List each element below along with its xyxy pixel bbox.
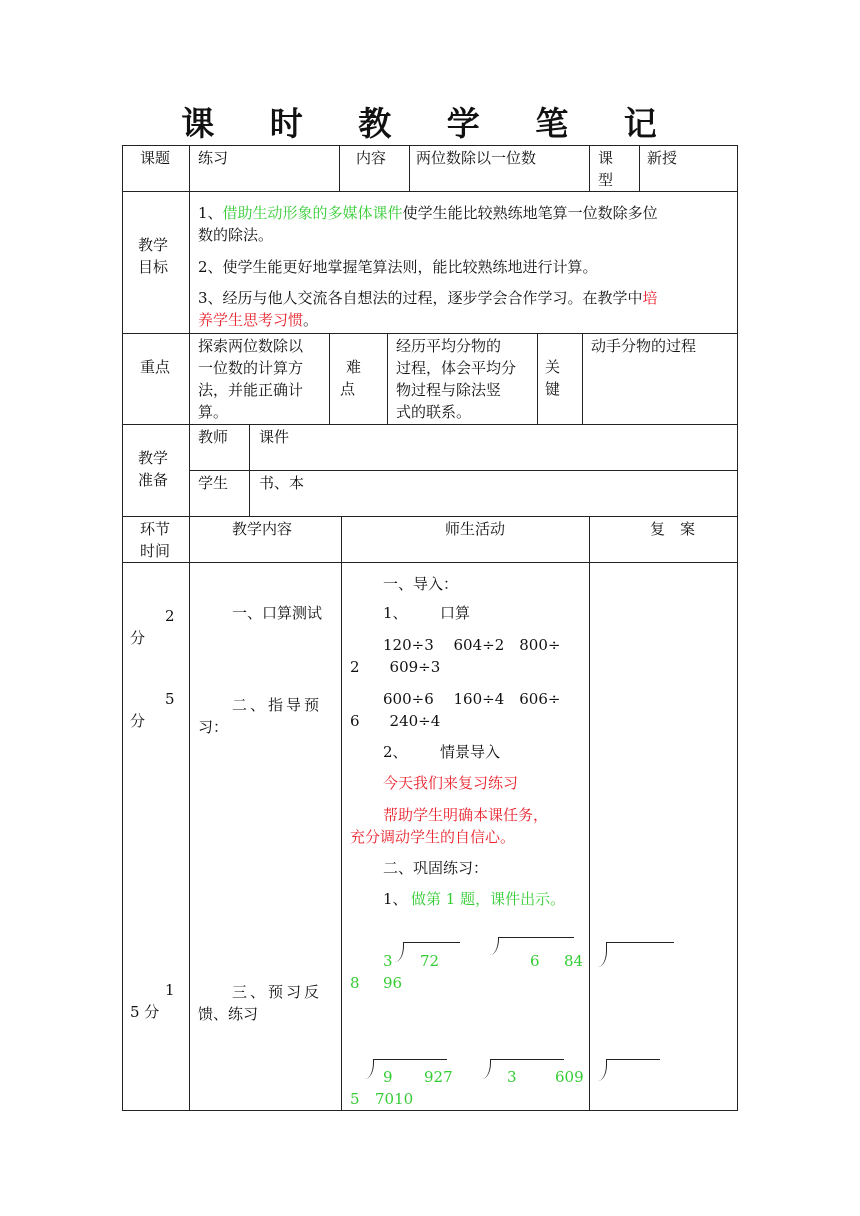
topic-label: 课题 xyxy=(140,149,171,167)
col-divider xyxy=(582,333,583,424)
col-divider xyxy=(189,516,190,1111)
division-divisor: 9 xyxy=(383,1068,393,1086)
activity-oral-num: 1、 xyxy=(383,604,408,622)
type-value: 新授 xyxy=(647,149,678,167)
calc-row: 600÷6 160÷4 606÷ xyxy=(383,690,561,708)
row-divider xyxy=(122,516,738,517)
row-divider xyxy=(122,191,738,192)
col-divider xyxy=(589,145,590,191)
key-point-text: 一位数的计算方 xyxy=(198,359,304,377)
col-divider xyxy=(189,145,190,191)
division-dividend: 927 xyxy=(424,1068,453,1086)
content-value: 两位数除以一位数 xyxy=(416,149,537,167)
table-border-right xyxy=(737,145,738,1111)
col-divider xyxy=(537,333,538,424)
prep-label: 教学 xyxy=(138,449,169,467)
student-label: 学生 xyxy=(198,474,229,492)
objective-3-highlight: 培 xyxy=(642,289,658,307)
key-point-text: 法，并能正确计 xyxy=(198,381,304,399)
activity-oral: 口算 xyxy=(440,604,471,622)
difficulty-label: 难 xyxy=(346,358,362,376)
step-oral-test: 一、口算测试 xyxy=(232,604,323,622)
page-title: 课 时 教 学 笔 记 xyxy=(181,104,679,143)
col-divider xyxy=(329,333,330,424)
critical-label: 键 xyxy=(545,380,561,398)
objective-1-cont: 数的除法。 xyxy=(198,226,274,244)
objective-3-text: 3、经历与他人交流各自想法的过程，逐步学会合作学习。在教学中 xyxy=(198,289,643,307)
objective-1 xyxy=(198,202,658,224)
step-guide-preview: 习： xyxy=(198,718,229,736)
header-stage-time: 时间 xyxy=(140,542,171,560)
division-divisor: 5 xyxy=(350,1090,360,1108)
row-divider xyxy=(122,562,738,563)
col-divider xyxy=(189,333,190,424)
division-divisor: 3 xyxy=(383,952,393,970)
header-content: 教学内容 xyxy=(232,520,293,538)
division-dividend: 96 xyxy=(383,974,403,992)
division-divisor: 3 xyxy=(507,1068,517,1086)
difficulty-text: 物过程与除法竖 xyxy=(396,381,502,399)
objective-3-highlight: 养学生思考习惯 xyxy=(198,311,304,329)
objective-1-prefix: 1、 xyxy=(198,204,223,222)
difficulty-text: 经历平均分物的 xyxy=(396,337,502,355)
activity-scene: 情景导入 xyxy=(440,743,501,761)
calc-row: 2 609÷3 xyxy=(350,658,441,676)
col-divider xyxy=(589,516,590,1111)
time-value: 分 xyxy=(130,712,146,730)
objective-3 xyxy=(198,287,658,309)
row-divider xyxy=(122,333,738,334)
objective-2: 2、使学生能更好地掌握笔算法则，能比较熟练地进行计算。 xyxy=(198,258,598,276)
key-point-text: 算。 xyxy=(198,403,229,421)
topic-value: 练习 xyxy=(198,149,229,167)
col-divider xyxy=(189,424,190,516)
objective-1-text: 使学生能比较熟练地笔算一位数除多位 xyxy=(402,204,658,222)
difficulty-text: 式的联系。 xyxy=(396,403,472,421)
activity-scene-num: 2、 xyxy=(383,743,408,761)
col-divider xyxy=(639,145,640,191)
objective-1-highlight: 借助生动形象的多媒体课件 xyxy=(222,204,403,222)
table-border-top xyxy=(122,145,738,146)
calc-row: 120÷3 604÷2 800÷ xyxy=(383,636,561,654)
header-review: 复 案 xyxy=(650,520,696,538)
header-stage-time: 环节 xyxy=(140,520,171,538)
key-point-label: 重点 xyxy=(140,358,171,376)
table-border-left xyxy=(122,145,123,1111)
division-divisor: 6 xyxy=(530,952,540,970)
table-border-bottom xyxy=(122,1110,738,1111)
lesson-plan-table xyxy=(122,145,738,1111)
type-label: 课 xyxy=(598,149,614,167)
teacher-note: 帮助学生明确本课任务， xyxy=(383,806,549,824)
col-divider xyxy=(387,333,388,424)
division-dividend: 7010 xyxy=(375,1090,414,1108)
col-divider xyxy=(249,424,250,516)
teacher-note: 充分调动学生的自信心。 xyxy=(350,828,516,846)
student-value: 书、本 xyxy=(259,474,305,492)
step-guide-preview: 二、指导预 xyxy=(232,696,323,714)
type-label: 型 xyxy=(598,171,614,189)
col-divider xyxy=(339,145,340,191)
prep-label: 准备 xyxy=(138,471,169,489)
teacher-label: 教师 xyxy=(198,428,229,446)
calc-row: 6 240÷4 xyxy=(350,712,441,730)
time-value: 分 xyxy=(130,629,146,647)
col-divider xyxy=(409,145,410,191)
time-value: 1 xyxy=(165,981,175,999)
row-divider xyxy=(189,470,738,471)
division-dividend: 609 xyxy=(555,1068,584,1086)
critical-label: 关 xyxy=(545,358,561,376)
time-value: 5 xyxy=(165,690,175,708)
division-dividend: 84 xyxy=(564,952,584,970)
content-label: 内容 xyxy=(356,149,387,167)
teacher-note: 今天我们来复习练习 xyxy=(383,774,519,792)
objective-3-end: 。 xyxy=(303,311,319,329)
division-divisor: 8 xyxy=(350,974,360,992)
objectives-label: 教学 xyxy=(138,236,169,254)
step-feedback: 三、预习反 xyxy=(232,983,323,1001)
objectives-label: 目标 xyxy=(138,258,169,276)
header-activities: 师生活动 xyxy=(445,520,506,538)
col-divider xyxy=(189,191,190,333)
critical-text: 动手分物的过程 xyxy=(591,337,697,355)
activity-practice: 二、巩固练习： xyxy=(383,859,489,877)
activity-intro: 一、导入： xyxy=(383,575,459,593)
row-divider xyxy=(122,424,738,425)
activity-practice-1: 做第 1 题，课件出示。 xyxy=(411,890,566,908)
objective-3-cont xyxy=(198,309,318,331)
difficulty-label: 点 xyxy=(340,380,356,398)
col-divider xyxy=(341,516,342,1111)
time-value: 2 xyxy=(165,607,175,625)
difficulty-text: 过程，体会平均分 xyxy=(396,359,517,377)
step-feedback: 馈、练习 xyxy=(198,1005,259,1023)
activity-practice-1-num: 1、 xyxy=(383,890,408,908)
division-dividend: 72 xyxy=(420,952,440,970)
teacher-value: 课件 xyxy=(259,428,290,446)
time-value: 5 分 xyxy=(130,1003,160,1021)
key-point-text: 探索两位数除以 xyxy=(198,337,304,355)
